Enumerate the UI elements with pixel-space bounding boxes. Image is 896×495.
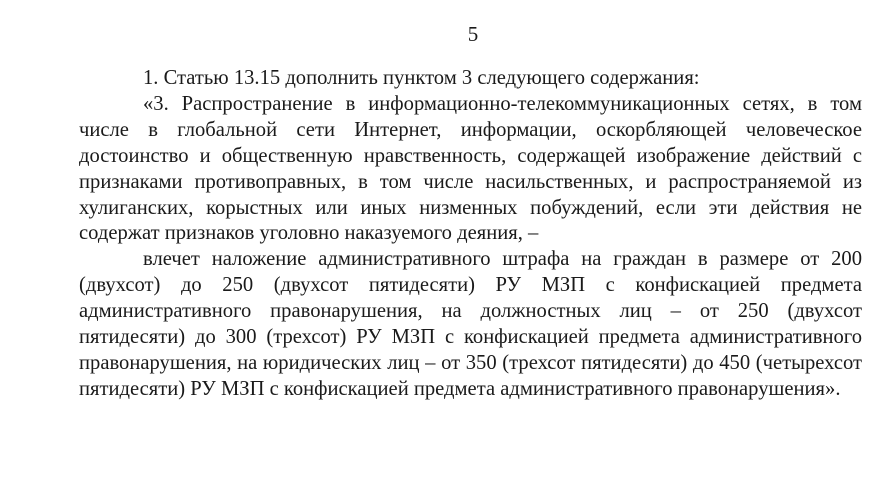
penalty-clause: влечет наложение административного штрафа на граждан в размере от 200 (двухсот) до 250 (двухсот пятидесяти) РУ МЗП с конфискацией предмета административного правонарушения, на должностных лиц – от 250 (двухсот пятидесяти) до 300 (трехсот) РУ МЗП с конфискацией предмета административного правонарушения, на юридических лиц – от 350 (трехсот пятидесяти) до 450 (четырехсот пятидесяти) РУ МЗП с конфискацией предмета административного правонарушения». xyxy=(79,248,862,400)
amendment-instruction: 1. Статью 13.15 дополнить пунктом 3 следующего содержания: xyxy=(143,67,700,89)
offense-definition: «3. Распространение в информационно-телекоммуникационных сетях, в том числе в глобальной сети Интернет, информации, оскорбляющей человеческое достоинство и общественную нравственность, содержащей изображение действий с признаками противоправных, в том числе насильственных, и распространяемой из хулиганских, корыстных или иных низменных побуждений, если эти действия не содержат признаков уголовно наказуемого деяния, – xyxy=(79,92,862,245)
document-body xyxy=(79,66,862,403)
page-number: 5 xyxy=(467,22,479,46)
